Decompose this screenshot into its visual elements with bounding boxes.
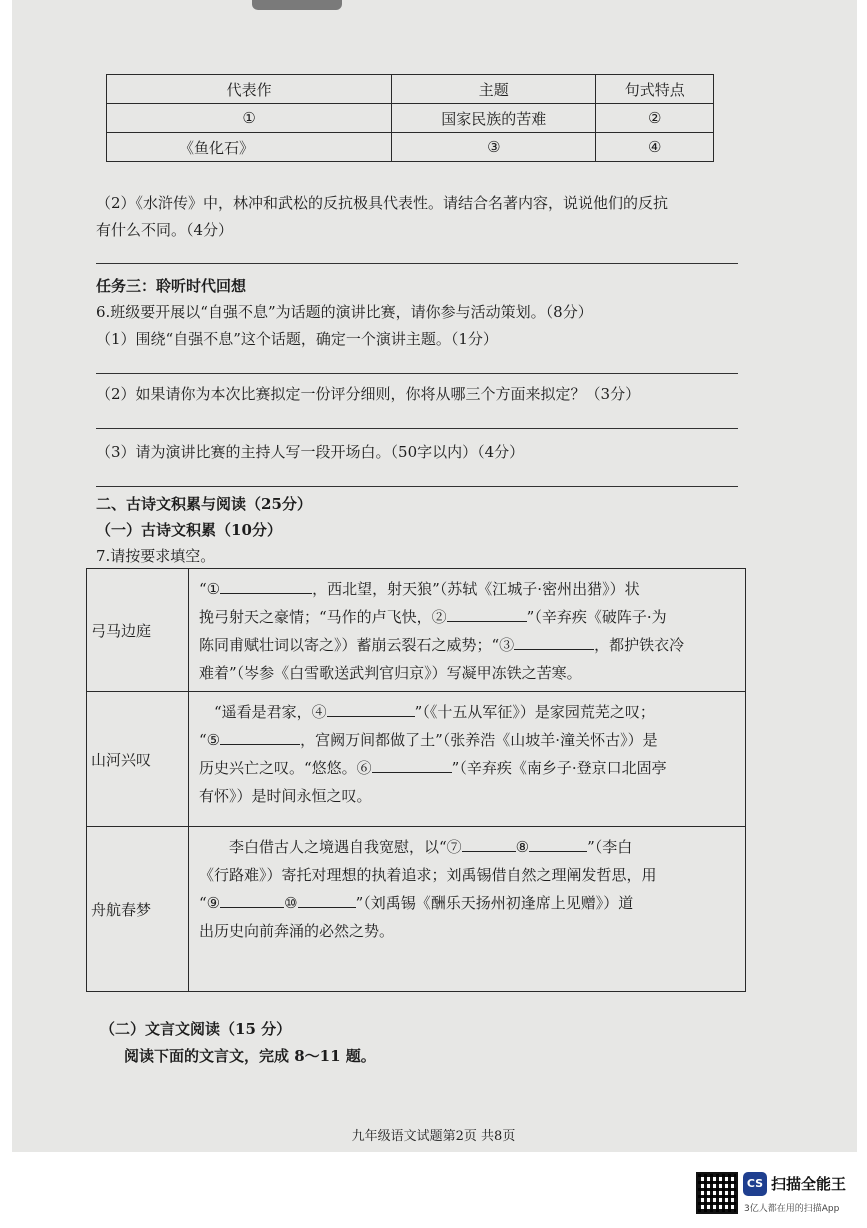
fill-blank-3[interactable] (514, 631, 594, 650)
fill-blank-5[interactable] (220, 726, 300, 745)
text: “⑨ (199, 894, 221, 912)
answer-line[interactable] (96, 486, 738, 487)
table-cell: ④ (596, 133, 714, 162)
text: ，西北望，射天狼”（苏轼《江城子·密州出猎》）状 (312, 580, 640, 598)
question-6-1: （1）围绕“自强不息”这个话题，确定一个演讲主题。（1分） (96, 330, 498, 348)
question-6-2: （2）如果请你为本次比赛拟定一份评分细则，你将从哪三个方面来拟定？（3分） (96, 385, 641, 403)
text: ⑩ (284, 894, 298, 912)
table-header-cell: 主题 (392, 75, 596, 104)
table-cell: ③ (392, 133, 596, 162)
poetry-fill-table (86, 568, 746, 992)
camscanner-logo-icon: CS (743, 1172, 767, 1196)
row-label: 山河兴叹 (87, 692, 189, 827)
table-header-row (107, 75, 714, 104)
table-row (107, 133, 714, 162)
table-cell: 国家民族的苦难 (392, 104, 596, 133)
fill-blank-4[interactable] (327, 698, 415, 717)
text-line: 难着”（岑参《白雪歌送武判官归京》）写凝甲冻铁之苦寒。 (199, 664, 582, 682)
text-line (199, 754, 735, 782)
text: 李白借古人之境遇自我宽慰，以“⑦ (199, 838, 462, 856)
table-row (87, 827, 746, 992)
text-line: 出历史向前奔涌的必然之势。 (199, 922, 395, 940)
row-content (189, 827, 746, 992)
scanner-app-title: 扫描全能王 (771, 1175, 847, 1193)
row-label: 舟航春梦 (87, 827, 189, 992)
text: “遥看是君家，④ (199, 703, 327, 721)
table-header-cell: 句式特点 (596, 75, 714, 104)
text-line (199, 833, 735, 861)
text-line: 《行路难》）寄托对理想的执着追求；刘禹锡借自然之理阐发哲思，用 (199, 866, 657, 884)
reading-instruction: 阅读下面的文言文，完成 8～11 题。 (124, 1047, 376, 1065)
row-content (189, 569, 746, 692)
answer-line[interactable] (96, 263, 738, 264)
task3-title: 任务三：聆听时代回想 (96, 277, 247, 295)
text: ”（李白 (587, 838, 633, 856)
table-cell: ② (596, 104, 714, 133)
works-table (106, 74, 714, 162)
text: ”（《十五从军征》）是家园荒芜之叹； (414, 703, 655, 721)
text: ”（辛弃疾《破阵子·为 (526, 608, 667, 626)
question-5-2-line2: 有什么不同。（4分） (96, 221, 234, 239)
section2-title: 二、古诗文积累与阅读（25分） (96, 495, 312, 513)
fill-blank-8[interactable] (529, 833, 587, 852)
table-cell: 《鱼化石》 (107, 133, 392, 162)
section2-sub2: （二）文言文阅读（15 分） (100, 1020, 292, 1038)
table-cell: ① (107, 104, 392, 133)
fill-blank-10[interactable] (298, 889, 356, 908)
text-line: 有怀》）是时间永恒之叹。 (199, 787, 372, 805)
section2-sub1: （一）古诗文积累（10分） (96, 521, 282, 539)
text: “⑤ (199, 731, 221, 749)
fill-blank-9[interactable] (220, 889, 284, 908)
text: 陈同甫赋壮词以寄之》）蓄崩云裂石之威势；“③ (199, 636, 515, 654)
text-line (199, 575, 735, 603)
text: 挽弓射天之豪情；“马作的卢飞快，② (199, 608, 447, 626)
text-line (199, 698, 735, 726)
scanner-app-subtitle: 3亿人都在用的扫描App (744, 1204, 840, 1214)
text: ”（刘禹锡《酬乐天扬州初逢席上见赠》）道 (355, 894, 634, 912)
table-row (107, 104, 714, 133)
text-line (199, 889, 735, 917)
text: ”（辛弃疾《南乡子·登京口北固亭 (451, 759, 667, 777)
question-6: 6.班级要开展以“自强不息”为话题的演讲比赛，请你参与活动策划。（8分） (96, 303, 593, 321)
table-row (87, 692, 746, 827)
qr-code-icon (696, 1172, 738, 1214)
answer-line[interactable] (96, 428, 738, 429)
fill-blank-1[interactable] (220, 575, 312, 594)
text: “① (199, 580, 221, 598)
text: ⑧ (515, 838, 530, 856)
question-5-2-line1: （2）《水浒传》中，林冲和武松的反抗极具代表性。请结合名著内容，说说他们的反抗 (96, 194, 669, 212)
scan-artifact (252, 0, 342, 10)
fill-blank-7[interactable] (462, 833, 516, 852)
text-line (199, 603, 735, 631)
row-label: 弓马边庭 (87, 569, 189, 692)
table-row (87, 569, 746, 692)
answer-line[interactable] (96, 373, 738, 374)
text-line (199, 631, 735, 659)
text: ，都护铁衣冷 (594, 636, 685, 654)
question-7: 7.请按要求填空。 (96, 547, 216, 565)
text-line (199, 726, 735, 754)
fill-blank-2[interactable] (447, 603, 527, 622)
row-content (189, 692, 746, 827)
page-footer: 九年级语文试题第2页 共8页 (351, 1129, 516, 1144)
fill-blank-6[interactable] (372, 754, 452, 773)
text: 历史兴亡之叹。“悠悠。⑥ (199, 759, 372, 777)
text: ，宫阙万间都做了土”（张养浩《山坡羊·潼关怀古》）是 (300, 731, 658, 749)
table-header-cell: 代表作 (107, 75, 392, 104)
question-6-3: （3）请为演讲比赛的主持人写一段开场白。（50字以内）（4分） (96, 443, 525, 461)
